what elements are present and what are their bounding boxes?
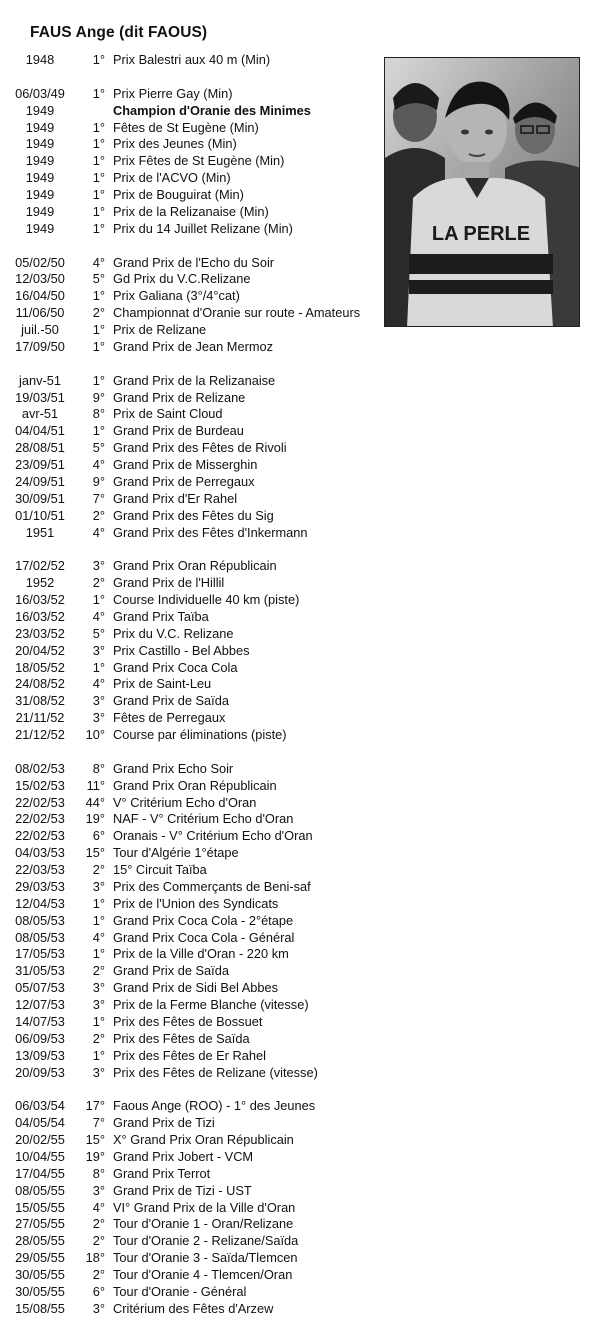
result-date: 1949 <box>25 220 55 236</box>
result-event: Grand Prix Oran Républicain <box>113 777 277 793</box>
result-event: Tour d'Oranie - Général <box>113 1283 247 1299</box>
result-rank: 8° <box>92 406 105 422</box>
result-date: 15/08/55 <box>15 1300 65 1316</box>
result-row <box>0 508 595 525</box>
result-row <box>0 457 595 474</box>
result-event: Grand Prix Coca Cola <box>113 659 238 675</box>
result-event: Grand Prix de l'Hillil <box>113 575 225 591</box>
result-event: Grand Prix de Saïda <box>113 963 229 979</box>
result-rank: 1° <box>92 946 105 962</box>
result-rank: 3° <box>92 693 105 709</box>
result-date: 06/03/54 <box>15 1098 65 1114</box>
result-event: Course par éliminations (piste) <box>113 727 287 742</box>
result-date: 29/05/55 <box>15 1250 65 1266</box>
result-row <box>0 339 595 356</box>
result-event: Prix des Fêtes de Relizane (vitesse) <box>113 1064 318 1080</box>
result-event: Grand Prix Coca Cola - Général <box>113 929 295 945</box>
result-rank: 3° <box>92 980 105 996</box>
result-rank: 1° <box>92 136 105 152</box>
result-event: Prix Galiana (3°/4°cat) <box>113 288 240 304</box>
result-date: 1949 <box>25 102 55 118</box>
result-row <box>0 1166 595 1183</box>
result-date: 30/05/55 <box>15 1283 65 1299</box>
result-event: Prix de Saint-Leu <box>113 676 212 692</box>
result-date: 1951 <box>25 524 55 540</box>
result-date: 1949 <box>25 153 55 169</box>
result-row <box>0 575 595 592</box>
result-rank: 10° <box>85 727 105 742</box>
result-date: 1948 <box>25 52 55 67</box>
result-date: 21/12/52 <box>15 727 65 742</box>
result-rank: 2° <box>92 963 105 979</box>
result-event: Grand Prix de l'Echo du Soir <box>113 254 275 270</box>
result-rank: 1° <box>92 895 105 911</box>
result-event: Grand Prix de Tizi - UST <box>113 1182 252 1198</box>
result-event: Prix des Fêtes de Er Rahel <box>113 1047 266 1063</box>
result-date: 12/03/50 <box>15 271 65 287</box>
result-date: 1949 <box>25 119 55 135</box>
result-rank: 3° <box>92 997 105 1012</box>
result-date: 21/11/52 <box>15 710 65 726</box>
result-event: Critérium des Fêtes d'Arzew <box>113 1300 274 1316</box>
result-rank: 17° <box>85 1098 105 1114</box>
result-rank: 19° <box>85 1148 105 1164</box>
result-date: 24/08/52 <box>15 676 65 692</box>
result-row <box>0 1048 595 1065</box>
result-rank: 2° <box>92 1216 105 1232</box>
result-event: Tour d'Oranie 4 - Tlemcen/Oran <box>113 1267 293 1282</box>
result-event: Grand Prix Terrot <box>113 1165 211 1181</box>
result-rank: 8° <box>92 760 105 776</box>
result-event: Prix des Fêtes de Saïda <box>113 1030 250 1046</box>
result-date: 16/03/52 <box>15 608 65 624</box>
result-event: Grand Prix des Fêtes de Rivoli <box>113 440 287 456</box>
result-rank: 2° <box>92 1267 105 1282</box>
result-rank: 19° <box>85 811 105 827</box>
result-row <box>0 373 595 390</box>
result-date: avr-51 <box>21 406 59 422</box>
result-rank: 6° <box>92 828 105 844</box>
result-row <box>0 1014 595 1031</box>
result-event: Prix de la Ferme Blanche (vitesse) <box>113 997 309 1012</box>
result-row <box>0 592 595 609</box>
result-row <box>0 761 595 778</box>
result-rank: 3° <box>92 558 105 574</box>
result-date: 22/03/53 <box>15 862 65 877</box>
result-rank: 2° <box>92 862 105 877</box>
result-date: 04/04/51 <box>15 423 65 439</box>
result-event: Oranais - V° Critérium Echo d'Oran <box>113 828 313 844</box>
result-event: Grand Prix de la Relizanaise <box>113 372 276 388</box>
result-rank: 2° <box>92 1233 105 1249</box>
result-rank: 1° <box>92 170 105 186</box>
result-row <box>0 879 595 896</box>
result-rank: 3° <box>92 642 105 658</box>
result-row <box>0 913 595 930</box>
result-date: 08/05/55 <box>15 1182 65 1198</box>
result-event: Prix Castillo - Bel Abbes <box>113 642 250 658</box>
result-event: Grand Prix des Fêtes d'Inkermann <box>113 524 308 540</box>
result-rank: 5° <box>92 625 105 641</box>
result-row <box>0 1267 595 1284</box>
result-date: 1952 <box>25 575 55 591</box>
result-date: 22/02/53 <box>15 828 65 844</box>
result-rank: 9° <box>92 389 105 405</box>
result-event: NAF - V° Critérium Echo d'Oran <box>113 811 294 827</box>
result-row <box>0 710 595 727</box>
result-event: Grand Prix de Perregaux <box>113 473 255 489</box>
result-rank: 4° <box>92 1199 105 1215</box>
result-date: 08/05/53 <box>15 912 65 928</box>
result-event: Grand Prix de Jean Mermoz <box>113 338 274 354</box>
result-date: 31/05/53 <box>15 963 65 979</box>
result-rank: 1° <box>92 288 105 304</box>
result-rank: 1° <box>92 592 105 607</box>
result-event: Faous Ange (ROO) - 1° des Jeunes <box>113 1098 316 1114</box>
result-rank: 8° <box>92 1165 105 1181</box>
result-event: VI° Grand Prix de la Ville d'Oran <box>113 1199 296 1215</box>
result-date: 16/04/50 <box>15 288 65 304</box>
result-rank: 11° <box>86 777 105 793</box>
result-row <box>0 930 595 947</box>
result-date: 06/09/53 <box>15 1030 65 1046</box>
result-date: 11/06/50 <box>15 305 65 321</box>
result-event: Grand Prix d'Er Rahel <box>113 490 238 506</box>
result-row <box>0 1200 595 1217</box>
result-event: Grand Prix de Relizane <box>113 389 246 405</box>
result-row <box>0 1301 595 1318</box>
result-date: 1949 <box>25 136 55 152</box>
result-row <box>0 1115 595 1132</box>
page-title: FAUS Ange (dit FAOUS) <box>30 24 208 41</box>
result-event: Grand Prix Jobert - VCM <box>113 1148 254 1164</box>
result-event: V° Critérium Echo d'Oran <box>113 794 257 810</box>
result-row <box>0 406 595 423</box>
result-date: 08/02/53 <box>15 760 65 776</box>
result-rank: 7° <box>92 490 105 506</box>
result-row <box>0 795 595 812</box>
result-row <box>0 1132 595 1149</box>
result-date: juil.-50 <box>21 322 59 337</box>
result-rank: 15° <box>85 1132 105 1147</box>
result-date: 30/05/55 <box>15 1267 65 1282</box>
result-date: 27/05/55 <box>15 1216 65 1232</box>
result-date: 30/09/51 <box>15 490 65 506</box>
result-event: Prix du 14 Juillet Relizane (Min) <box>113 220 293 236</box>
result-event: Prix Fêtes de St Eugène (Min) <box>113 153 285 169</box>
result-row <box>0 1031 595 1048</box>
cyclist-photo <box>384 57 580 327</box>
jersey-text: LA PERLE <box>431 223 531 245</box>
result-date: 22/02/53 <box>15 811 65 827</box>
result-event: Prix Balestri aux 40 m (Min) <box>113 52 271 67</box>
result-date: 17/04/55 <box>15 1165 65 1181</box>
result-row <box>0 811 595 828</box>
result-event: Prix de l'Union des Syndicats <box>113 895 279 911</box>
result-event: Prix des Jeunes (Min) <box>113 136 237 152</box>
result-row <box>0 525 595 542</box>
result-date: 28/08/51 <box>15 440 65 456</box>
result-row <box>0 980 595 997</box>
result-rank: 1° <box>92 659 105 675</box>
result-rank: 1° <box>92 203 105 219</box>
result-rank: 1° <box>92 423 105 439</box>
result-rank: 4° <box>92 676 105 692</box>
result-row <box>0 862 595 879</box>
result-event: Prix des Fêtes de Bossuet <box>113 1013 263 1029</box>
result-date: 18/05/52 <box>15 659 65 675</box>
result-row <box>0 1284 595 1301</box>
result-row <box>0 491 595 508</box>
result-date: 31/08/52 <box>15 693 65 709</box>
result-rank: 2° <box>92 305 105 321</box>
result-rank: 1° <box>92 322 105 337</box>
result-rank: 1° <box>92 912 105 928</box>
result-event: Tour d'Oranie 2 - Relizane/Saïda <box>113 1233 299 1249</box>
section-spacer <box>0 356 595 373</box>
section-spacer <box>0 744 595 761</box>
result-event: Prix de la Relizanaise (Min) <box>113 203 269 219</box>
section-spacer <box>0 541 595 558</box>
result-date: 15/02/53 <box>15 777 65 793</box>
result-event: Championnat d'Oranie sur route - Amateurs <box>113 305 361 321</box>
result-rank: 4° <box>92 608 105 624</box>
result-rank: 1° <box>92 220 105 236</box>
result-rank: 1° <box>92 52 105 67</box>
result-rank: 1° <box>92 85 105 101</box>
result-rank: 1° <box>92 338 105 354</box>
result-rank: 1° <box>92 153 105 169</box>
result-date: 1949 <box>25 187 55 202</box>
result-date: 24/09/51 <box>15 473 65 489</box>
result-event: Grand Prix de Sidi Bel Abbes <box>113 980 279 996</box>
result-rank: 2° <box>92 1030 105 1046</box>
result-row <box>0 997 595 1014</box>
result-rank: 1° <box>92 187 105 202</box>
result-event: Prix de Relizane <box>113 322 207 337</box>
result-rank: 2° <box>92 507 105 523</box>
result-date: 05/07/53 <box>15 980 65 996</box>
result-date: 19/03/51 <box>15 389 65 405</box>
result-row <box>0 845 595 862</box>
result-rank: 3° <box>92 878 105 894</box>
result-event: Tour d'Algérie 1°étape <box>113 845 239 861</box>
result-date: 06/03/49 <box>15 85 65 101</box>
result-event: Prix du V.C. Relizane <box>113 625 234 641</box>
result-event: Grand Prix de Misserghin <box>113 457 258 472</box>
result-event: Tour d'Oranie 3 - Saïda/Tlemcen <box>113 1250 298 1266</box>
result-rank: 44° <box>85 794 105 810</box>
result-row <box>0 1233 595 1250</box>
result-event: Prix de la Ville d'Oran - 220 km <box>113 946 289 962</box>
result-event: X° Grand Prix Oran Républicain <box>113 1132 294 1147</box>
result-row <box>0 693 595 710</box>
result-row <box>0 896 595 913</box>
result-rank: 2° <box>92 575 105 591</box>
result-date: 17/09/50 <box>15 338 65 354</box>
result-row <box>0 643 595 660</box>
result-event: Grand Prix de Saïda <box>113 693 229 709</box>
result-row <box>0 1216 595 1233</box>
section-spacer <box>0 1081 595 1098</box>
result-date: 1949 <box>25 170 55 186</box>
result-row <box>0 626 595 643</box>
result-rank: 5° <box>92 440 105 456</box>
result-rank: 18° <box>85 1250 105 1266</box>
result-date: 29/03/53 <box>15 878 65 894</box>
result-date: 28/05/55 <box>15 1233 65 1249</box>
result-row <box>0 474 595 491</box>
result-date: 05/02/50 <box>15 254 65 270</box>
result-event: Prix Pierre Gay (Min) <box>113 85 233 101</box>
result-date: 12/04/53 <box>15 895 65 911</box>
result-rank: 6° <box>92 1283 105 1299</box>
result-date: 04/05/54 <box>15 1115 65 1131</box>
result-rank: 3° <box>92 1300 105 1316</box>
result-date: 16/03/52 <box>15 592 65 607</box>
result-row <box>0 1250 595 1267</box>
result-event: Course Individuelle 40 km (piste) <box>113 592 300 607</box>
result-row <box>0 423 595 440</box>
result-event: Fêtes de St Eugène (Min) <box>113 119 259 135</box>
result-row <box>0 946 595 963</box>
result-row <box>0 1183 595 1200</box>
result-row <box>0 828 595 845</box>
result-date: 08/05/53 <box>15 929 65 945</box>
result-rank: 1° <box>92 1047 105 1063</box>
result-rank: 4° <box>92 929 105 945</box>
result-date: 14/07/53 <box>15 1013 65 1029</box>
result-row <box>0 963 595 980</box>
result-date: 23/09/51 <box>15 457 65 472</box>
result-row <box>0 558 595 575</box>
result-event: Prix de Saint Cloud <box>113 406 223 422</box>
result-event: Tour d'Oranie 1 - Oran/Relizane <box>113 1216 294 1232</box>
result-event: Grand Prix Coca Cola - 2°étape <box>113 912 294 928</box>
result-rank: 9° <box>92 473 105 489</box>
result-event: Grand Prix Echo Soir <box>113 760 234 776</box>
result-row <box>0 390 595 407</box>
result-row <box>0 778 595 795</box>
result-rank: 1° <box>92 1013 105 1029</box>
result-rank: 4° <box>92 254 105 270</box>
result-event: Grand Prix Taïba <box>113 608 209 624</box>
result-row <box>0 1149 595 1166</box>
result-row <box>0 609 595 626</box>
result-date: 17/02/52 <box>15 558 65 574</box>
result-date: 20/02/55 <box>15 1132 65 1147</box>
result-event: Grand Prix de Burdeau <box>113 423 244 439</box>
result-event: Prix de Bouguirat (Min) <box>113 187 244 202</box>
result-rank: 3° <box>92 1182 105 1198</box>
result-date: 15/05/55 <box>15 1199 65 1215</box>
result-rank: 3° <box>92 710 105 726</box>
result-date: 10/04/55 <box>15 1148 65 1164</box>
result-row <box>0 1065 595 1082</box>
result-date: 1949 <box>25 203 55 219</box>
result-rank: 1° <box>92 119 105 135</box>
result-rank: 4° <box>92 524 105 540</box>
result-date: 22/02/53 <box>15 794 65 810</box>
result-row <box>0 440 595 457</box>
result-rank: 1° <box>92 372 105 388</box>
result-row <box>0 1098 595 1115</box>
result-rank: 5° <box>92 271 105 287</box>
result-row <box>0 660 595 677</box>
result-event: Grand Prix de Tizi <box>113 1115 215 1131</box>
result-rank: 4° <box>92 457 105 472</box>
result-rank: 15° <box>85 845 105 861</box>
result-event: Champion d'Oranie des Minimes <box>113 102 311 118</box>
result-event: Prix de l'ACVO (Min) <box>113 170 231 186</box>
result-date: 20/09/53 <box>15 1064 65 1080</box>
result-event: Fêtes de Perregaux <box>113 710 226 726</box>
result-date: 13/09/53 <box>15 1047 65 1063</box>
result-rank: 7° <box>92 1115 105 1131</box>
result-rank: 3° <box>92 1064 105 1080</box>
result-event: Grand Prix des Fêtes du Sig <box>113 507 274 523</box>
result-row <box>0 676 595 693</box>
result-event: Gd Prix du V.C.Relizane <box>113 271 251 287</box>
result-date: janv-51 <box>19 372 61 388</box>
result-date: 17/05/53 <box>15 946 65 962</box>
result-date: 04/03/53 <box>15 845 65 861</box>
result-date: 12/07/53 <box>15 997 65 1012</box>
result-event: Prix des Commerçants de Beni-saf <box>113 878 311 894</box>
result-event: Grand Prix Oran Républicain <box>113 558 277 574</box>
result-event: 15° Circuit Taïba <box>113 862 207 877</box>
result-date: 20/04/52 <box>15 642 65 658</box>
result-date: 01/10/51 <box>15 507 65 523</box>
result-date: 23/03/52 <box>15 625 65 641</box>
result-row <box>0 727 595 744</box>
